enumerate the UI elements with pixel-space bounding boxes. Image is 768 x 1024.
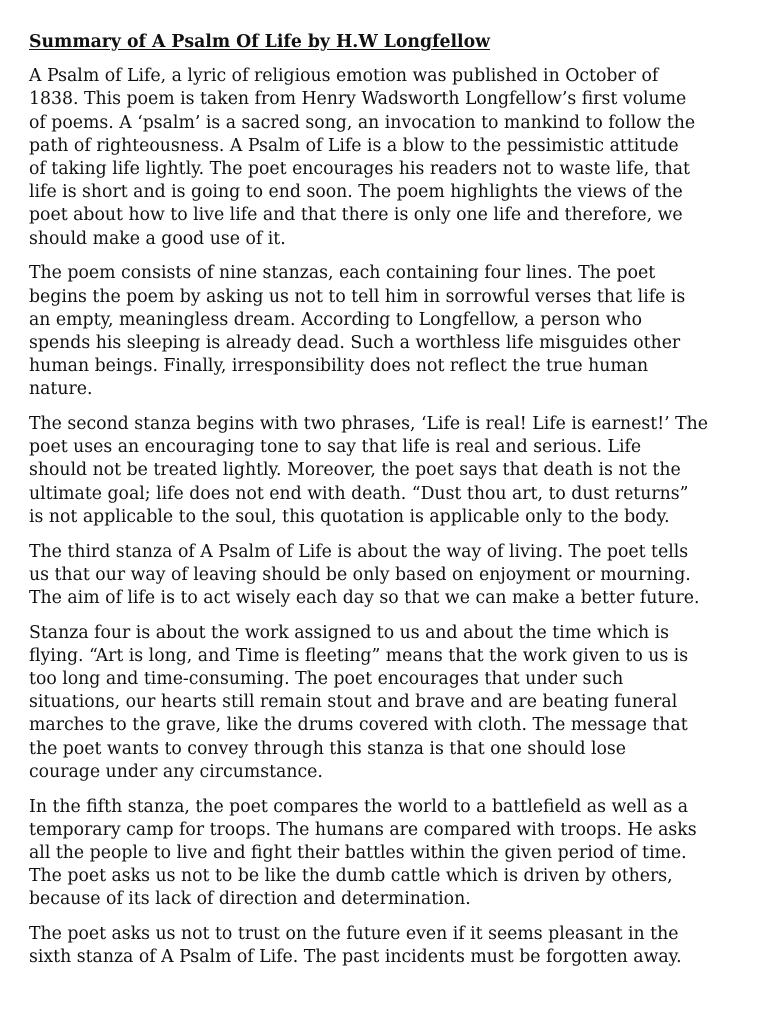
text-line: courage under any circumstance. bbox=[29, 761, 323, 782]
text-line: temporary camp for troops. The humans are compared with troops. He asks bbox=[29, 819, 697, 840]
text-line: The second stanza begins with two phrases, ‘Life is real! Life is earnest!’ The bbox=[29, 414, 709, 435]
text-line: poet about how to live life and that there is only one life and therefore, we bbox=[29, 205, 683, 226]
text-line: human beings. Finally, irresponsibility does not reflect the true human bbox=[29, 356, 649, 377]
text-line: is not applicable to the soul, this quotation is applicable only to the body. bbox=[29, 506, 670, 527]
text-line: sixth stanza of A Psalm of Life. The past incidents must be forgotten away. bbox=[29, 947, 682, 968]
text-line: ultimate goal; life does not end with death. “Dust thou art, to dust returns” bbox=[29, 483, 689, 504]
text-line: The aim of life is to act wisely each day so that we can make a better future. bbox=[29, 587, 700, 608]
text-line: should not be treated lightly. Moreover, the poet says that death is not the bbox=[29, 460, 681, 481]
paragraph bbox=[29, 923, 741, 969]
paragraph bbox=[29, 541, 741, 611]
text-line: path of righteousness. A Psalm of Life is a blow to the pessimistic attitude bbox=[29, 135, 679, 156]
text-line: A Psalm of Life, a lyric of religious emotion was published in October of bbox=[29, 66, 659, 87]
text-line: In the fifth stanza, the poet compares the world to a battlefield as well as a bbox=[29, 796, 688, 817]
document-body bbox=[29, 65, 741, 969]
text-line: The third stanza of A Psalm of Life is about the way of living. The poet tells bbox=[29, 541, 689, 562]
paragraph bbox=[29, 262, 741, 401]
text-line: all the people to live and fight their battles within the given period of time. bbox=[29, 843, 687, 863]
text-line: nature. bbox=[29, 379, 93, 400]
paragraph bbox=[29, 65, 741, 251]
text-line: situations, our hearts still remain stout and brave and are beating funeral bbox=[29, 692, 678, 713]
text-line: The poem consists of nine stanzas, each containing four lines. The poet bbox=[29, 263, 656, 284]
text-line: flying. “Art is long, and Time is fleeting” means that the work given to us is bbox=[29, 645, 689, 666]
text-line: life is short and is going to end soon. The poem highlights the views of the bbox=[29, 182, 683, 203]
text-line: Stanza four is about the work assigned to us and about the time which is bbox=[29, 622, 669, 643]
text-line: too long and time-consuming. The poet encourages that under such bbox=[29, 669, 624, 690]
text-line: begins the poem by asking us not to tell him in sorrowful verses that life is bbox=[29, 286, 686, 307]
text-line: of poems. A ‘psalm’ is a sacred song, an invocation to mankind to follow the bbox=[29, 112, 696, 133]
paragraph bbox=[29, 413, 741, 529]
text-line: marches to the grave, like the drums covered with cloth. The message that bbox=[29, 715, 688, 736]
text-line: spends his sleeping is already dead. Such a worthless life misguides other bbox=[29, 332, 681, 353]
document-page bbox=[29, 31, 741, 981]
text-line: poet uses an encouraging tone to say that life is real and serious. Life bbox=[29, 437, 642, 458]
document-title: Summary of A Psalm Of Life by H.W Longfellow bbox=[29, 32, 491, 52]
text-line: the poet wants to convey through this stanza is that one should lose bbox=[29, 738, 627, 759]
text-line: 1838. This poem is taken from Henry Wadsworth Longfellow’s first volume bbox=[29, 89, 687, 110]
text-line: of taking life lightly. The poet encourages his readers not to waste life, that bbox=[29, 159, 691, 180]
text-line: should make a good use of it. bbox=[29, 228, 286, 249]
text-line: an empty, meaningless dream. According to Longfellow, a person who bbox=[29, 309, 643, 330]
text-line: us that our way of leaving should be only based on enjoyment or mourning. bbox=[29, 564, 691, 585]
text-line: The poet asks us not to be like the dumb cattle which is driven by others, bbox=[29, 866, 673, 887]
paragraph bbox=[29, 622, 741, 784]
paragraph bbox=[29, 796, 741, 912]
text-line: The poet asks us not to trust on the future even if it seems pleasant in the bbox=[29, 924, 679, 945]
text-line: because of its lack of direction and determination. bbox=[29, 889, 471, 910]
